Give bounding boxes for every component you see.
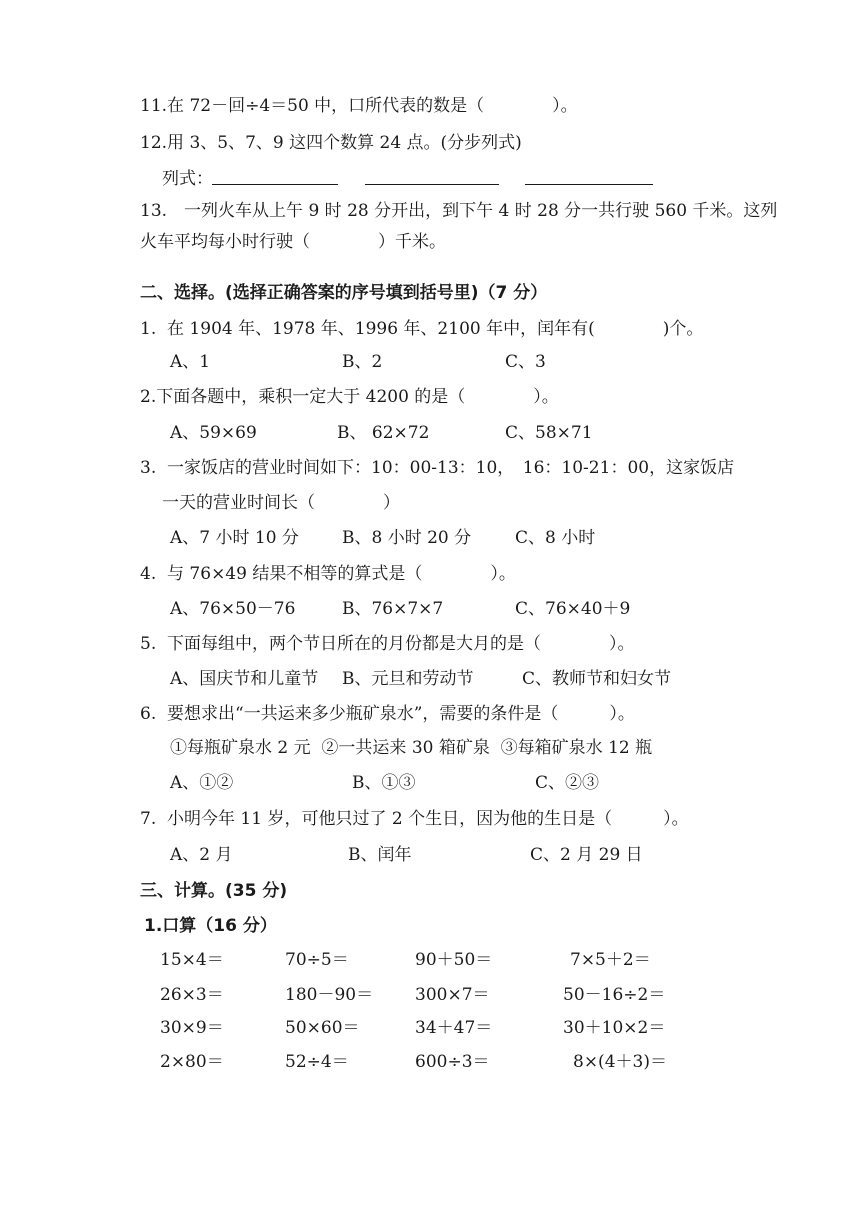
q3-option-a[interactable]: A、7 小时 10 分	[170, 528, 299, 548]
q6-option-a[interactable]: A、①②	[170, 773, 234, 793]
section-2-heading: 二、选择。(选择正确答案的序号填到括号里)（7 分）	[140, 283, 548, 303]
q1-option-c[interactable]: C、3	[505, 352, 546, 372]
calc-item: 7×5＋2＝	[570, 950, 651, 970]
calc-item: 2×80＝	[160, 1052, 224, 1072]
q2-option-c[interactable]: C、58×71	[505, 423, 593, 443]
choice-question-6: 6. 要想求出“一共运来多少瓶矿泉水”，需要的条件是（ ）。	[140, 704, 635, 724]
q2-option-a[interactable]: A、59×69	[170, 423, 257, 443]
calc-item: 30＋10×2＝	[563, 1018, 666, 1038]
calc-item: 600÷3＝	[415, 1052, 490, 1072]
q6-conditions: ①每瓶矿泉水 2 元 ②一共运来 30 箱矿泉 ③每箱矿泉水 12 瓶	[170, 738, 653, 758]
calc-item: 34＋47＝	[415, 1018, 493, 1038]
q4-option-b[interactable]: B、76×7×7	[342, 599, 444, 619]
choice-question-7: 7. 小明今年 11 岁，可他只过了 2 个生日，因为他的生日是（ ）。	[140, 809, 689, 829]
calc-item: 50×60＝	[285, 1018, 360, 1038]
q5-option-b[interactable]: B、元旦和劳动节	[342, 669, 474, 689]
q4-option-a[interactable]: A、76×50－76	[170, 599, 296, 619]
q6-option-c[interactable]: C、②③	[535, 773, 600, 793]
choice-question-4: 4. 与 76×49 结果不相等的算式是（ ）。	[140, 564, 516, 584]
q5-option-a[interactable]: A、国庆节和儿童节	[170, 669, 319, 689]
q1-option-b[interactable]: B、2	[342, 352, 383, 372]
calc-item: 90＋50＝	[415, 950, 493, 970]
choice-question-1: 1. 在 1904 年、1978 年、1996 年、2100 年中，闰年有( )个。	[140, 319, 704, 339]
choice-question-5: 5. 下面每组中，两个节日所在的月份都是大月的是（ ）。	[140, 634, 635, 654]
question-13-line2: 火车平均每小时行驶（ ）千米。	[140, 232, 446, 252]
q3-option-c[interactable]: C、8 小时	[515, 528, 596, 548]
choice-question-3-line1: 3. 一家饭店的营业时间如下：10：00-13：10， 16：10-21：00，这家饭店	[140, 458, 735, 478]
q3-option-b[interactable]: B、8 小时 20 分	[342, 528, 472, 548]
section-3-heading: 三、计算。(35 分)	[140, 881, 288, 901]
calc-item: 70÷5＝	[285, 950, 349, 970]
calc-item: 30×9＝	[160, 1018, 224, 1038]
calc-item: 8×(4＋3)＝	[573, 1052, 667, 1072]
q5-option-c[interactable]: C、教师节和妇女节	[522, 669, 672, 689]
question-13-line1: 13. 一列火车从上午 9 时 28 分开出，到下午 4 时 28 分一共行驶 560 千米。这列	[140, 201, 778, 221]
question-12: 12.用 3、5、7、9 这四个数算 24 点。(分步列式)	[140, 133, 522, 153]
oral-calculation-heading: 1.口算（16 分）	[144, 916, 277, 936]
calc-item: 50－16÷2＝	[563, 985, 666, 1005]
calc-item: 26×3＝	[160, 985, 224, 1005]
q7-option-a[interactable]: A、2 月	[170, 845, 233, 865]
formula-label: 列式：	[162, 169, 213, 189]
q6-option-b[interactable]: B、①③	[352, 773, 416, 793]
choice-question-2: 2.下面各题中，乘积一定大于 4200 的是（ ）。	[140, 387, 559, 407]
answer-blank-3[interactable]	[525, 184, 653, 185]
calc-item: 180－90＝	[285, 985, 374, 1005]
answer-blank-1[interactable]	[212, 184, 338, 185]
question-11: 11.在 72－回÷4＝50 中，口所代表的数是（ ）。	[140, 96, 578, 116]
answer-blank-2[interactable]	[365, 184, 499, 185]
q7-option-c[interactable]: C、2 月 29 日	[530, 845, 643, 865]
choice-question-3-line2: 一天的营业时间长（ ）	[162, 493, 400, 513]
q4-option-c[interactable]: C、76×40＋9	[515, 599, 631, 619]
q7-option-b[interactable]: B、闰年	[348, 845, 412, 865]
calc-item: 300×7＝	[415, 985, 490, 1005]
q2-option-b[interactable]: B、 62×72	[337, 423, 430, 443]
q1-option-a[interactable]: A、1	[170, 352, 211, 372]
calc-item: 15×4＝	[160, 950, 224, 970]
calc-item: 52÷4＝	[285, 1052, 349, 1072]
